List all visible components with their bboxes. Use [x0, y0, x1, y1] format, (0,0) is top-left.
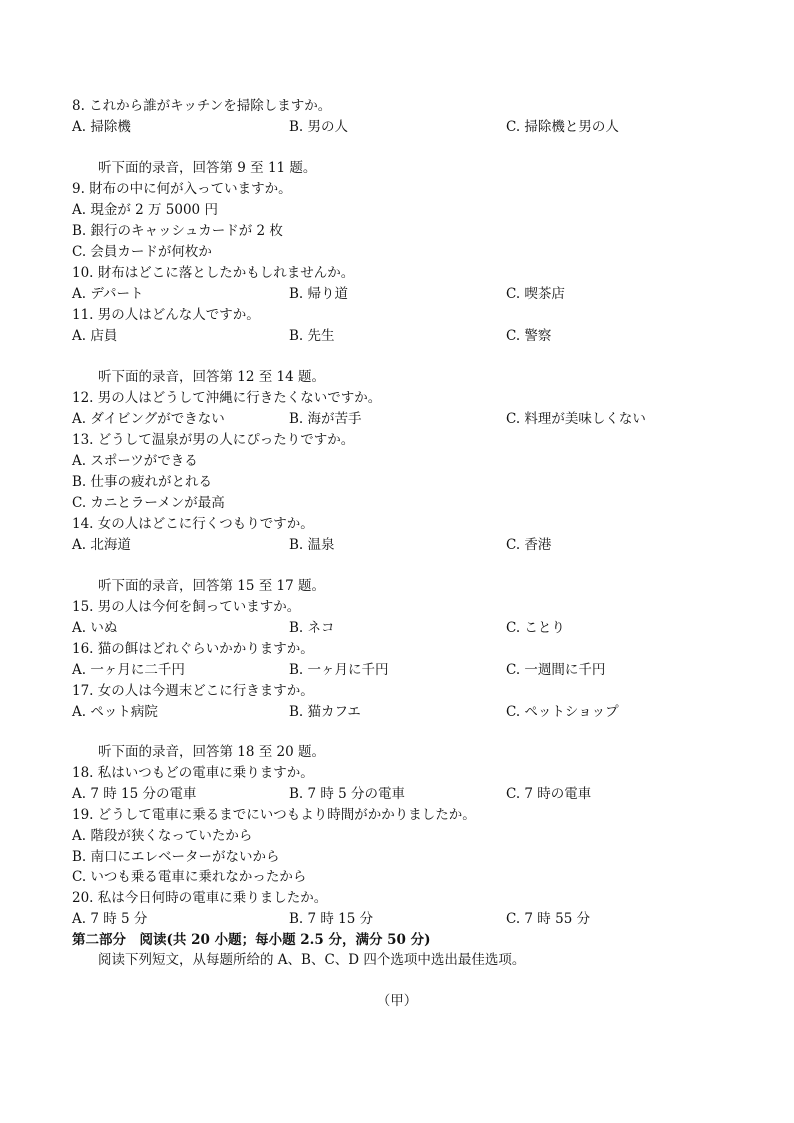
- option-c: C. 一週間に千円: [506, 662, 606, 678]
- option-a: A. デパート: [72, 286, 144, 302]
- option-b: B. 先生: [289, 328, 335, 344]
- option-b: B. 7 時 5 分の電車: [289, 786, 406, 802]
- option-c: C. いつも乗る電車に乗れなかったから: [72, 869, 307, 885]
- question-11: 11. 男の人はどんな人ですか。: [72, 307, 260, 323]
- question-12: 12. 男の人はどうして沖縄に行きたくないですか。: [72, 390, 382, 406]
- option-c: C. 料理が美味しくない: [506, 411, 646, 427]
- option-c: C. 7 時 55 分: [506, 911, 591, 927]
- option-b: B. 温泉: [289, 537, 335, 553]
- option-a: A. 7 時 5 分: [72, 911, 148, 927]
- option-a: A. 掃除機: [72, 119, 131, 135]
- question-15: 15. 男の人は今何を飼っていますか。: [72, 599, 301, 615]
- question-9: 9. 財布の中に何が入っていますか。: [72, 181, 292, 197]
- option-b: B. 南口にエレベーターがないから: [72, 849, 280, 865]
- option-c: C. カニとラーメンが最高: [72, 495, 225, 511]
- option-b: B. 帰り道: [289, 286, 349, 302]
- question-18: 18. 私はいつもどの電車に乗りますか。: [72, 765, 314, 781]
- option-a: A. 現金が 2 万 5000 円: [72, 202, 218, 218]
- option-c: C. 喫茶店: [506, 286, 565, 302]
- option-c: C. 香港: [506, 537, 552, 553]
- option-c: C. 7 時の電車: [506, 786, 592, 802]
- listening-intro-12-14: 听下面的录音，回答第 12 至 14 题。: [98, 369, 326, 385]
- option-b: B. 銀行のキャッシュカードが 2 枚: [72, 223, 283, 239]
- option-b: B. 男の人: [289, 119, 349, 135]
- option-a: A. 一ヶ月に二千円: [72, 662, 185, 678]
- option-b: B. 猫カフエ: [289, 704, 361, 720]
- option-a: A. 店員: [72, 328, 118, 344]
- passage-label: （甲）: [376, 993, 418, 1009]
- question-17: 17. 女の人は今週末どこに行きますか。: [72, 683, 314, 699]
- option-a: A. 7 時 15 分の電車: [72, 786, 197, 802]
- option-b: B. 7 時 15 分: [289, 911, 374, 927]
- section-heading: 第二部分 阅读(共 20 小题；每小题 2.5 分，满分 50 分): [72, 932, 431, 948]
- option-b: B. ネコ: [289, 620, 335, 636]
- listening-intro-18-20: 听下面的录音，回答第 18 至 20 题。: [98, 744, 326, 760]
- option-a: A. 階段が狭くなっていたから: [72, 828, 253, 844]
- question-19: 19. どうして電車に乗るまでにいつもより時間がかかりましたか。: [72, 807, 476, 823]
- option-a: A. スポーツができる: [72, 453, 198, 469]
- question-16: 16. 猫の餌はどれぐらいかかりますか。: [72, 641, 314, 657]
- option-c: C. ペットショップ: [506, 704, 619, 720]
- option-b: B. 海が苦手: [289, 411, 362, 427]
- option-a: A. ペット病院: [72, 704, 158, 720]
- option-a: A. ダイビングができない: [72, 411, 225, 427]
- option-a: A. 北海道: [72, 537, 131, 553]
- option-b: B. 仕事の疲れがとれる: [72, 474, 213, 490]
- option-c: C. 掃除機と男の人: [506, 119, 619, 135]
- question-10: 10. 財布はどこに落としたかもしれませんか。: [72, 265, 355, 281]
- listening-intro-9-11: 听下面的录音，回答第 9 至 11 题。: [98, 160, 317, 176]
- option-c: C. 警察: [506, 328, 552, 344]
- option-a: A. いぬ: [72, 620, 118, 636]
- question-8: 8. これから誰がキッチンを掃除しますか。: [72, 98, 332, 114]
- question-20: 20. 私は今日何時の電車に乗りましたか。: [72, 890, 328, 906]
- option-b: B. 一ヶ月に千円: [289, 662, 389, 678]
- option-c: C. 会員カードが何枚か: [72, 244, 212, 260]
- listening-intro-15-17: 听下面的录音，回答第 15 至 17 题。: [98, 578, 326, 594]
- question-13: 13. どうして温泉が男の人にぴったりですか。: [72, 432, 355, 448]
- question-14: 14. 女の人はどこに行くつもりですか。: [72, 516, 314, 532]
- option-c: C. ことり: [506, 620, 565, 636]
- section-instruction: 阅读下列短文，从每题所给的 A、B、C、D 四个选项中选出最佳选项。: [98, 952, 526, 968]
